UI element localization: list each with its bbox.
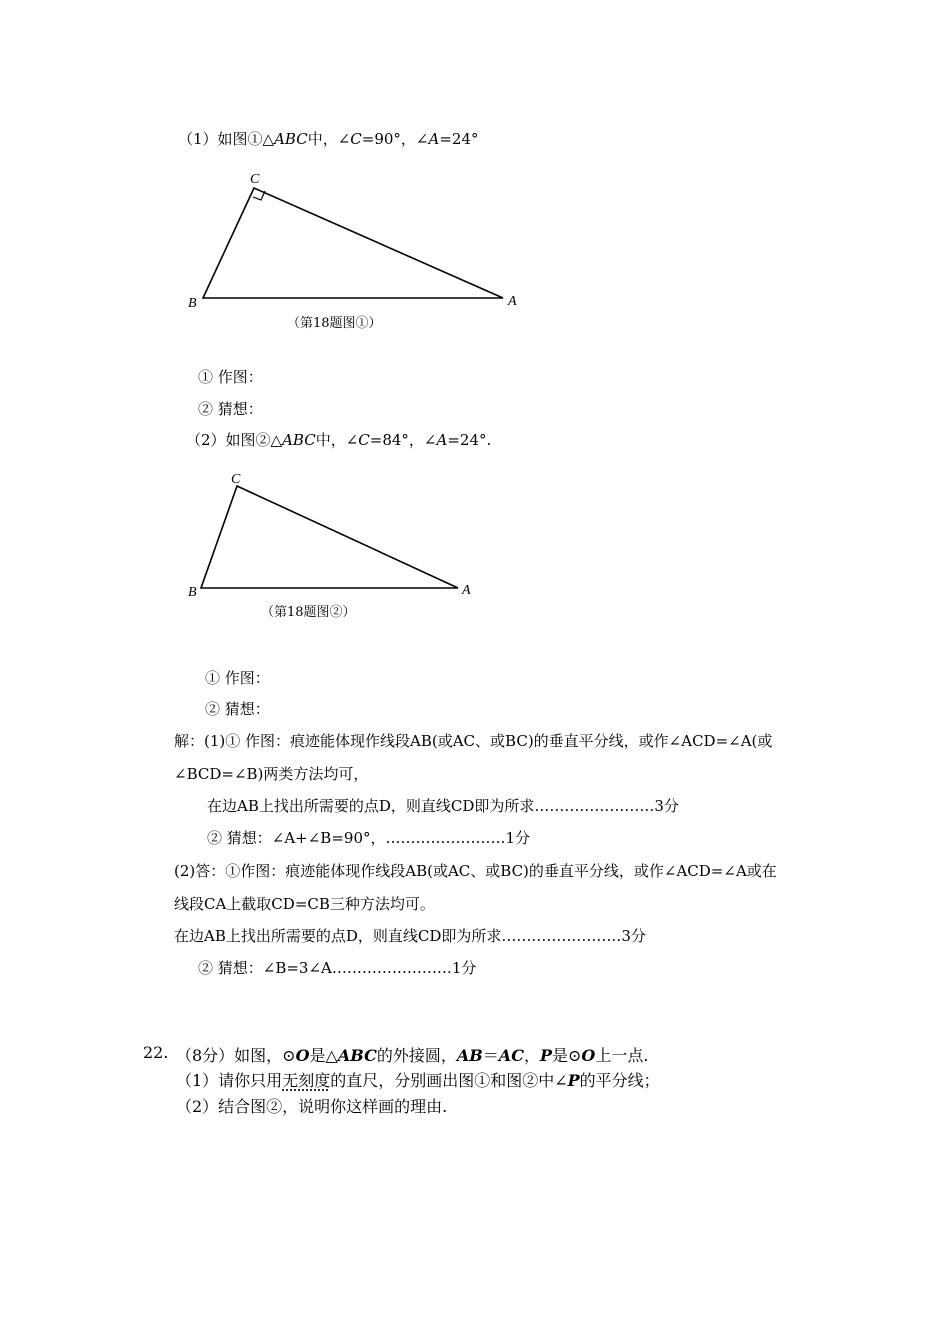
- part1-abc: ABC: [274, 130, 308, 148]
- solution-line-5: (2)答：①作图：痕迹能体现作线段AB(或AC、或BC)的垂直平分线，或作∠ACD=∠A或在: [174, 862, 777, 880]
- part2-abc: ABC: [282, 431, 316, 449]
- part1-a-val: =24°: [439, 130, 479, 148]
- q22-line-1: [176, 1043, 648, 1066]
- q22-l1-e: 上一点.: [595, 1046, 649, 1065]
- part2-a-val: =24°.: [447, 431, 492, 449]
- q2-guess: ② 猜想：: [205, 700, 270, 718]
- q22-l1-b: 是△: [309, 1046, 338, 1065]
- solution-line-2: ∠BCD=∠B)两类方法均可，: [174, 765, 369, 783]
- fig2-label-b: B: [188, 585, 197, 600]
- q22-l1-ab: AB: [456, 1046, 483, 1065]
- triangle-abc-2: [201, 486, 458, 588]
- fig2-label-a: A: [462, 583, 471, 598]
- part1-c: C: [350, 130, 362, 148]
- q1-guess: ② 猜想：: [198, 400, 263, 418]
- figure-2-triangle: [0, 440, 950, 610]
- part1-mid: 中，∠: [307, 130, 351, 148]
- solution-line-4: ② 猜想：∠A+∠B=90°，……………………1分: [207, 829, 531, 847]
- solution-line-6: 线段CA上截取CD=CB三种方法均可。: [174, 895, 435, 913]
- fig1-label-b: B: [188, 296, 197, 311]
- q22-l1-o2: O: [581, 1046, 596, 1065]
- q2-draw: ① 作图：: [205, 669, 270, 687]
- q22-l1-c: 的外接圆，: [376, 1046, 457, 1065]
- q22-line-3: （2）结合图②，说明你这样画的理由.: [176, 1097, 448, 1116]
- q22-l2-a: （1）请你只用: [176, 1071, 283, 1090]
- q22-number: 22.: [143, 1043, 169, 1062]
- part2-c-val: =84°，∠: [369, 431, 437, 449]
- q22-l1-eq: ＝: [482, 1046, 499, 1065]
- fig2-label-c: C: [231, 472, 241, 487]
- part1-c-val: =90°，∠: [361, 130, 429, 148]
- q22-l1-comma: ，: [523, 1046, 540, 1065]
- q22-l1-o: O: [295, 1046, 310, 1065]
- fig1-label-c: C: [250, 172, 260, 187]
- part2-mid: 中，∠: [315, 431, 359, 449]
- solution-line-1: 解：(1)① 作图：痕迹能体现作线段AB(或AC、或BC)的垂直平分线，或作∠ACD=∠A(或: [174, 732, 773, 750]
- part1-header-text: （1）如图①△: [178, 130, 275, 148]
- q22-line-2: [176, 1068, 660, 1091]
- triangle-abc-1: [203, 188, 503, 298]
- q22-l1-abc: ABC: [337, 1046, 377, 1065]
- q22-l1-a: （8分）如图，⊙: [176, 1046, 296, 1065]
- solution-line-8: ② 猜想：∠B=3∠A……………………1分: [198, 959, 477, 977]
- q22-l2-p: P: [567, 1071, 580, 1090]
- q1-draw: ① 作图：: [198, 368, 263, 386]
- fig1-caption: （第18题图①）: [287, 316, 382, 331]
- q22-l1-d: 是⊙: [551, 1046, 582, 1065]
- part2-c: C: [358, 431, 370, 449]
- solution-line-7: 在边AB上找出所需要的点D，则直线CD即为所求……………………3分: [174, 927, 646, 945]
- q22-l1-p: P: [539, 1046, 552, 1065]
- fig1-label-a: A: [508, 294, 517, 309]
- part2-a: A: [436, 431, 448, 449]
- part2-header-text: （2）如图②△: [186, 431, 283, 449]
- part1-a: A: [428, 130, 440, 148]
- solution-line-3: 在边AB上找出所需要的点D，则直线CD即为所求……………………3分: [207, 797, 679, 815]
- q22-l1-ac: AC: [498, 1046, 524, 1065]
- q22-l2-b: 的直尺，分别画出图①和图②中∠: [330, 1071, 568, 1090]
- figure-1-triangle: [0, 0, 950, 340]
- q22-l2-c: 的平分线；: [579, 1071, 660, 1090]
- fig2-caption: （第18题图②）: [261, 605, 356, 620]
- q22-l2-emphasis: 无刻度: [282, 1071, 331, 1090]
